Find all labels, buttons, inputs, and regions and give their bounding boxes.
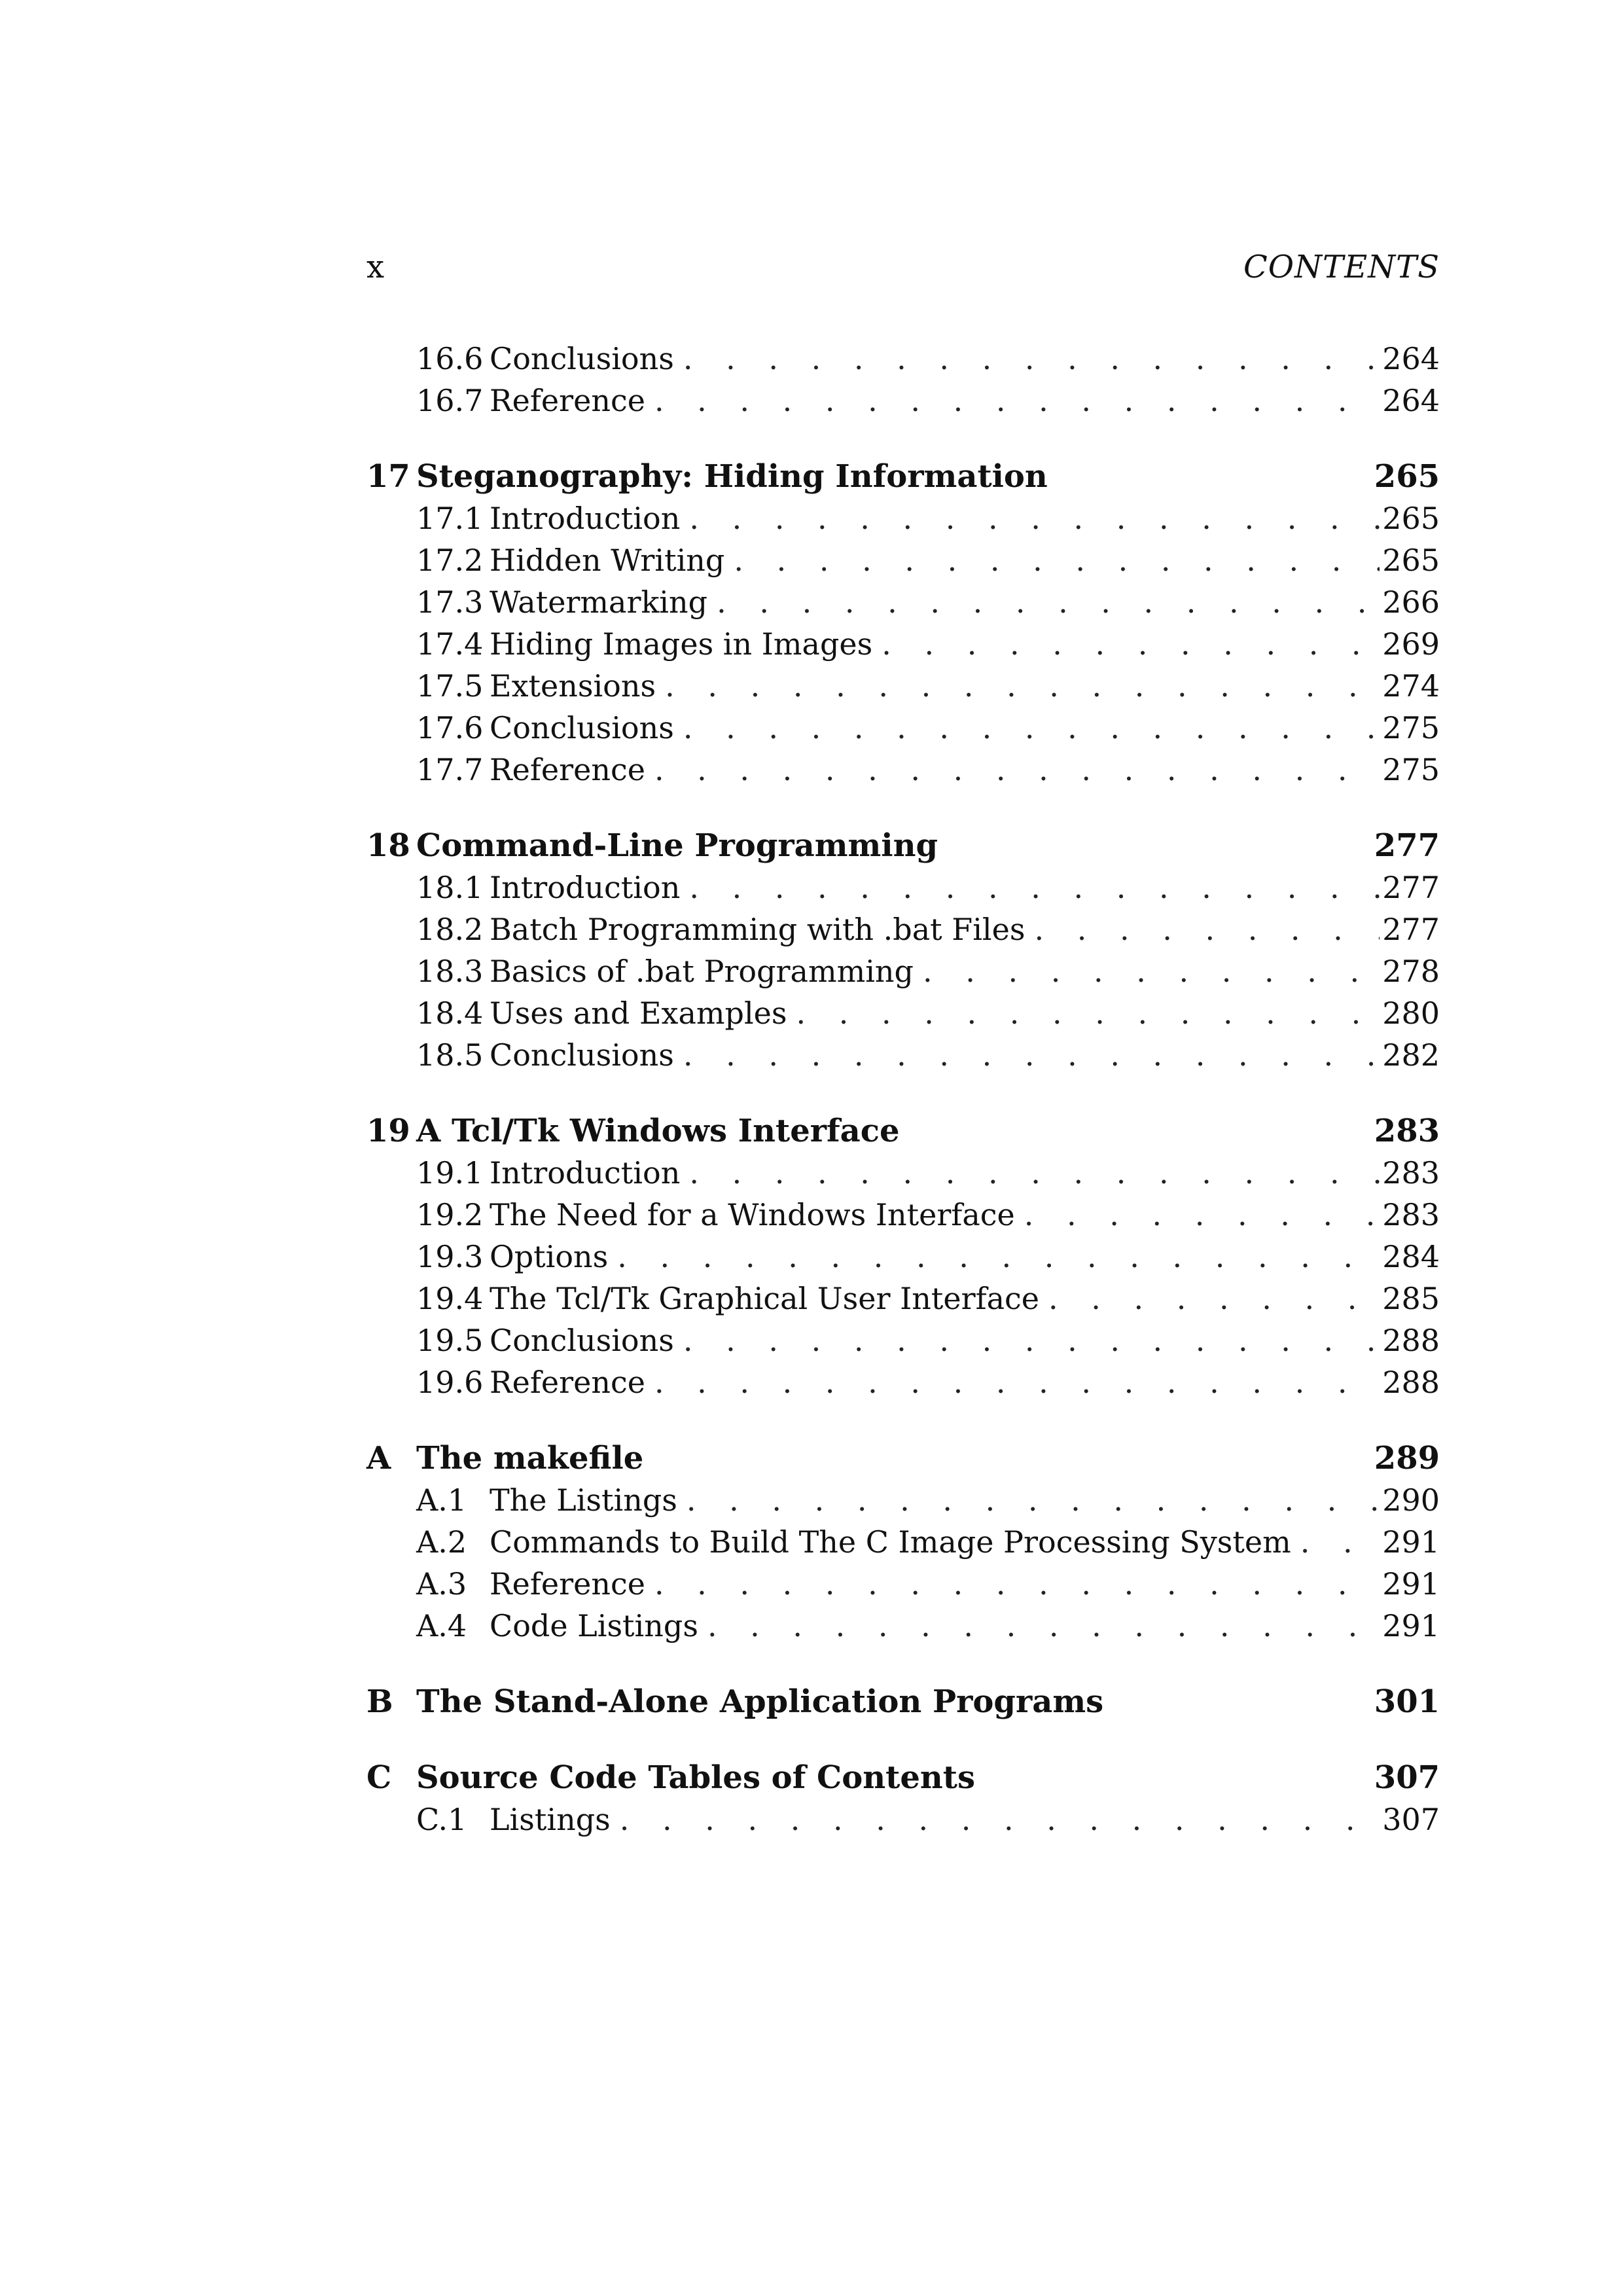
section-number: 19.4 (416, 1281, 484, 1316)
page-number: x (366, 249, 385, 285)
page-ref: 284 (1382, 1239, 1440, 1274)
page-ref: 264 (1382, 383, 1440, 418)
chapter-title: A Tcl/Tk Windows Interface (416, 1113, 900, 1149)
chapter-title: Steganography: Hiding Information (416, 458, 1048, 495)
section-title: Batch Programming with .bat Files (490, 912, 1026, 947)
section-number: 19.5 (416, 1323, 484, 1358)
running-head: CONTENTS (1243, 249, 1440, 285)
section-title: Hidden Writing (490, 543, 725, 578)
toc-chapter-18[interactable] (366, 825, 1440, 867)
toc-entry-17-3[interactable] (366, 581, 1440, 623)
chapter-number: A (366, 1440, 391, 1477)
page-ref: 289 (1374, 1440, 1440, 1477)
section-number: 18.3 (416, 954, 484, 989)
section-title: Conclusions (490, 341, 674, 376)
toc-entry-19-2[interactable] (366, 1194, 1440, 1236)
section-number: C.1 (416, 1802, 467, 1837)
toc-entry-19-3[interactable] (366, 1236, 1440, 1278)
dot-leader (683, 338, 1380, 380)
section-number: 19.6 (416, 1365, 484, 1400)
toc-entry-a-1[interactable] (366, 1479, 1440, 1521)
page-ref: 277 (1374, 827, 1440, 864)
toc-entry-a-4[interactable] (366, 1605, 1440, 1647)
page-ref: 275 (1382, 752, 1440, 787)
toc-chapter-17[interactable] (366, 456, 1440, 497)
dot-leader (683, 1319, 1380, 1361)
section-number: 17.7 (416, 752, 484, 787)
toc-entry-19-4[interactable] (366, 1278, 1440, 1319)
toc-entry-17-7[interactable] (366, 749, 1440, 791)
section-title: Basics of .bat Programming (490, 954, 914, 989)
toc-entry-16-7[interactable] (366, 380, 1440, 422)
spacer (366, 1723, 1440, 1757)
section-title: Commands to Build The C Image Processing System (490, 1524, 1291, 1560)
toc-entry-a-2[interactable] (366, 1521, 1440, 1563)
chapter-title: Source Code Tables of Contents (416, 1759, 975, 1796)
chapter-number: 17 (366, 458, 410, 495)
page-ref: 275 (1382, 710, 1440, 745)
page-ref: 277 (1382, 912, 1440, 947)
dot-leader (689, 1152, 1380, 1194)
page-ref: 283 (1382, 1197, 1440, 1232)
spacer (366, 791, 1440, 825)
spacer (366, 1403, 1440, 1437)
dot-leader (1024, 1194, 1380, 1236)
section-title: Code Listings (490, 1608, 698, 1643)
page-ref: 280 (1382, 996, 1440, 1031)
section-title: Watermarking (490, 584, 708, 620)
dot-leader (923, 950, 1380, 992)
dot-leader (654, 1361, 1380, 1403)
section-number: 19.2 (416, 1197, 484, 1232)
section-title: Reference (490, 1566, 645, 1602)
page-ref: 274 (1382, 668, 1440, 704)
page-ref: 288 (1382, 1365, 1440, 1400)
section-number: A.4 (416, 1608, 467, 1643)
section-number: 17.5 (416, 668, 484, 704)
section-title: Uses and Examples (490, 996, 787, 1031)
page-ref: 265 (1382, 543, 1440, 578)
section-title: Reference (490, 752, 645, 787)
dot-leader (1048, 1278, 1380, 1319)
page-ref: 283 (1382, 1155, 1440, 1191)
chapter-title: The Stand-Alone Application Programs (416, 1683, 1104, 1720)
section-number: 18.4 (416, 996, 484, 1031)
page-ref: 307 (1382, 1802, 1440, 1837)
dot-leader (683, 707, 1380, 749)
page-ref: 301 (1374, 1683, 1440, 1720)
toc-entry-18-4[interactable] (366, 992, 1440, 1034)
section-number: A.2 (416, 1524, 467, 1560)
toc-entry-18-3[interactable] (366, 950, 1440, 992)
section-number: 16.6 (416, 341, 484, 376)
dot-leader (687, 1479, 1380, 1521)
dot-leader (620, 1799, 1380, 1840)
chapter-number: C (366, 1759, 392, 1796)
page-ref: 291 (1382, 1524, 1440, 1560)
section-title: The Need for a Windows Interface (490, 1197, 1015, 1232)
toc-entry-19-1[interactable] (366, 1152, 1440, 1194)
spacer (366, 422, 1440, 456)
dot-leader (1300, 1521, 1380, 1563)
section-number: 17.3 (416, 584, 484, 620)
toc-entry-17-4[interactable] (366, 623, 1440, 665)
page-ref: 269 (1382, 626, 1440, 662)
section-title: Conclusions (490, 1037, 674, 1073)
section-title: Conclusions (490, 710, 674, 745)
chapter-number: 18 (366, 827, 410, 864)
page-ref: 291 (1382, 1566, 1440, 1602)
page-ref: 265 (1382, 501, 1440, 536)
section-title: The Listings (490, 1482, 677, 1518)
section-number: 17.6 (416, 710, 484, 745)
dot-leader (665, 665, 1380, 707)
toc-entry-16-6[interactable] (366, 338, 1440, 380)
page-ref: 277 (1382, 870, 1440, 905)
section-number: 18.5 (416, 1037, 484, 1073)
chapter-number: B (366, 1683, 393, 1720)
section-title: Listings (490, 1802, 611, 1837)
section-title: Introduction (490, 1155, 681, 1191)
toc-entry-17-6[interactable] (366, 707, 1440, 749)
section-title: Conclusions (490, 1323, 674, 1358)
section-number: 18.1 (416, 870, 484, 905)
page-ref: 282 (1382, 1037, 1440, 1073)
section-title: Options (490, 1239, 609, 1274)
dot-leader (707, 1605, 1380, 1647)
toc-appendix-a[interactable] (366, 1437, 1440, 1479)
section-title: Reference (490, 383, 645, 418)
section-number: A.3 (416, 1566, 467, 1602)
dot-leader (734, 539, 1380, 581)
page-ref: 288 (1382, 1323, 1440, 1358)
spacer (366, 1647, 1440, 1681)
section-title: Introduction (490, 501, 681, 536)
section-number: 17.4 (416, 626, 484, 662)
toc-entry-17-2[interactable] (366, 539, 1440, 581)
dot-leader (654, 1563, 1380, 1605)
page-ref: 278 (1382, 954, 1440, 989)
dot-leader (654, 380, 1380, 422)
section-title: Hiding Images in Images (490, 626, 873, 662)
dot-leader (617, 1236, 1380, 1278)
dot-leader (689, 497, 1380, 539)
section-number: 19.3 (416, 1239, 484, 1274)
section-number: 17.2 (416, 543, 484, 578)
chapter-title: Command-Line Programming (416, 827, 938, 864)
section-title: Reference (490, 1365, 645, 1400)
section-title: Extensions (490, 668, 656, 704)
page-header (366, 249, 1440, 295)
toc-entry-a-3[interactable] (366, 1563, 1440, 1605)
page-ref: 266 (1382, 584, 1440, 620)
toc-entry-19-6[interactable] (366, 1361, 1440, 1403)
toc-entry-17-1[interactable] (366, 497, 1440, 539)
page-ref: 264 (1382, 341, 1440, 376)
table-of-contents (366, 338, 1440, 1840)
toc-entry-17-5[interactable] (366, 665, 1440, 707)
page-ref: 265 (1374, 458, 1440, 495)
section-number: 19.1 (416, 1155, 484, 1191)
chapter-title: The makefile (416, 1440, 644, 1477)
page-ref: 285 (1382, 1281, 1440, 1316)
dot-leader (882, 623, 1380, 665)
toc-entry-18-1[interactable] (366, 867, 1440, 908)
toc-entry-18-2[interactable] (366, 908, 1440, 950)
page-ref: 283 (1374, 1113, 1440, 1149)
dot-leader (1034, 908, 1380, 950)
dot-leader (796, 992, 1380, 1034)
toc-chapter-19[interactable] (366, 1110, 1440, 1152)
dot-leader (717, 581, 1380, 623)
section-number: 16.7 (416, 383, 484, 418)
dot-leader (689, 867, 1380, 908)
dot-leader (683, 1034, 1380, 1076)
spacer (366, 1076, 1440, 1110)
toc-appendix-b[interactable] (366, 1681, 1440, 1723)
page-ref: 290 (1382, 1482, 1440, 1518)
page-ref: 291 (1382, 1608, 1440, 1643)
section-title: Introduction (490, 870, 681, 905)
page-ref: 307 (1374, 1759, 1440, 1796)
chapter-number: 19 (366, 1113, 410, 1149)
toc-appendix-c[interactable] (366, 1757, 1440, 1799)
section-number: 18.2 (416, 912, 484, 947)
section-title: The Tcl/Tk Graphical User Interface (490, 1281, 1040, 1316)
toc-entry-c-1[interactable] (366, 1799, 1440, 1840)
section-number: A.1 (416, 1482, 467, 1518)
dot-leader (654, 749, 1380, 791)
toc-entry-19-5[interactable] (366, 1319, 1440, 1361)
toc-entry-18-5[interactable] (366, 1034, 1440, 1076)
section-number: 17.1 (416, 501, 484, 536)
